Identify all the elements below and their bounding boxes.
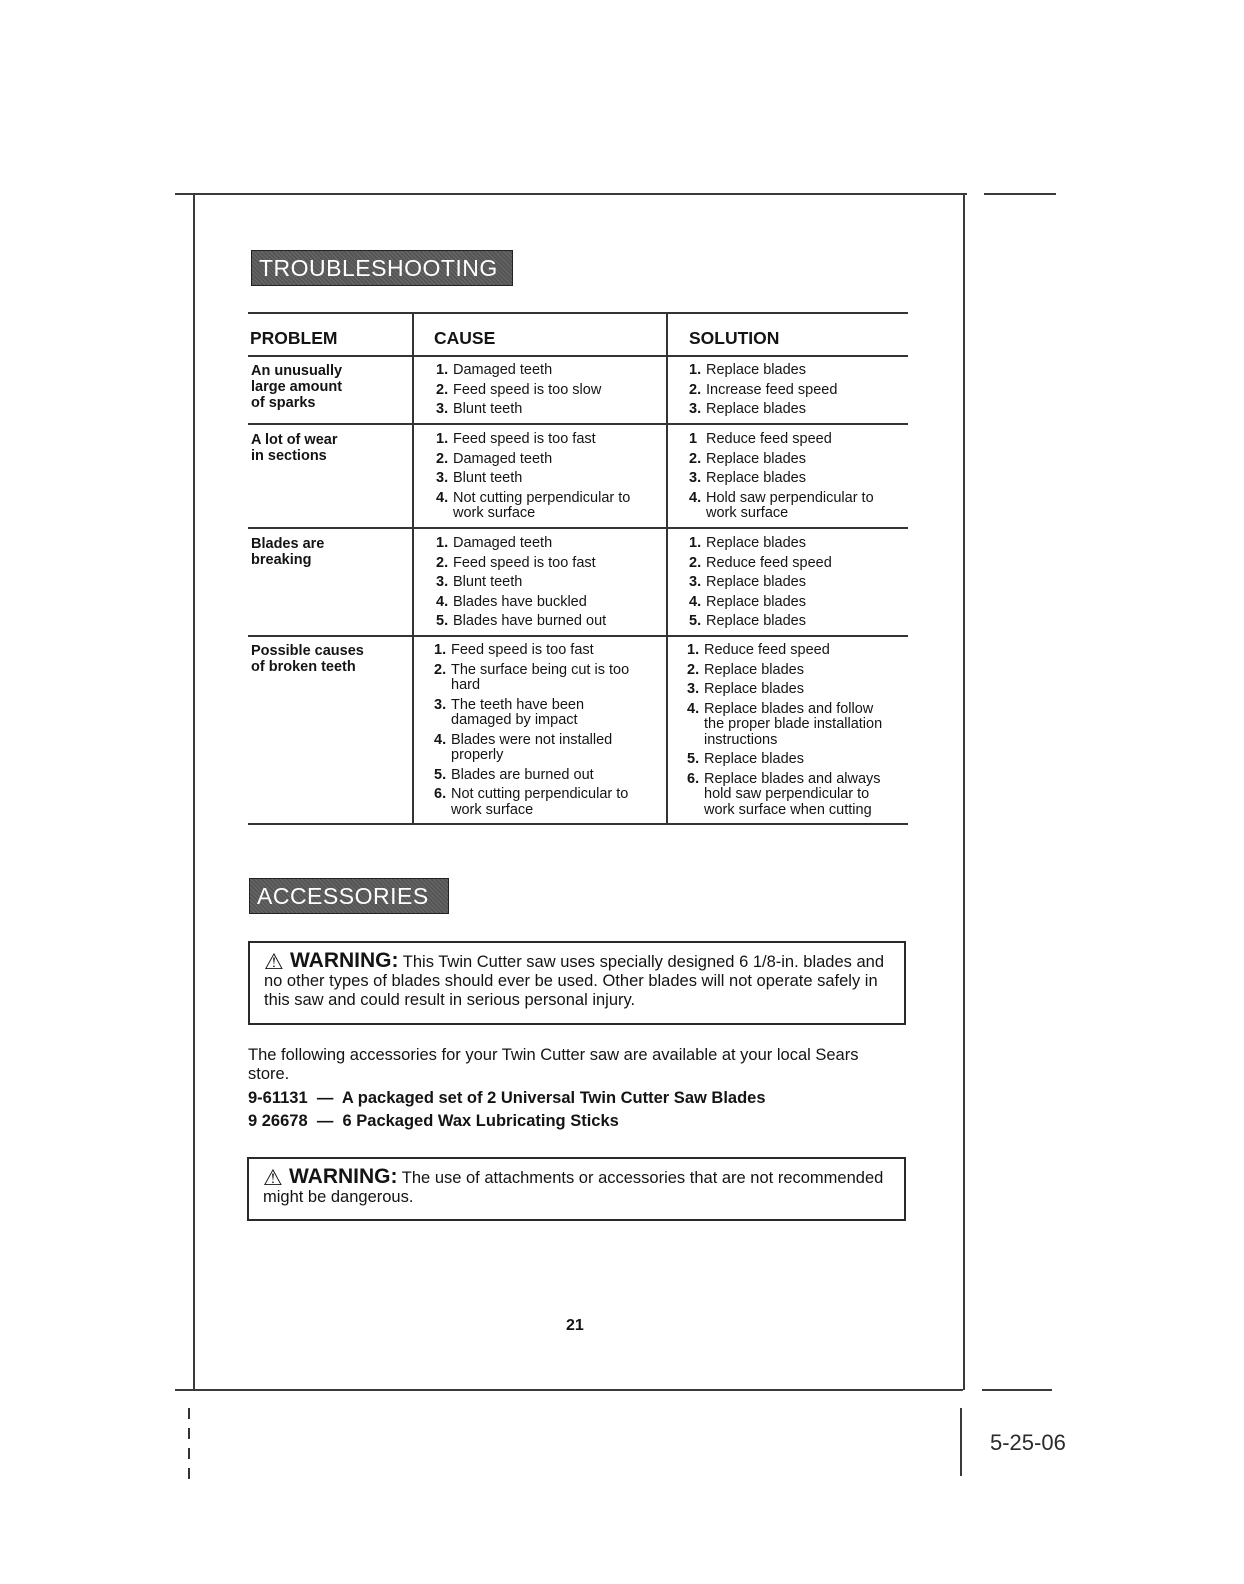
accessory-description: 6 Packaged Wax Lubricating Sticks — [342, 1112, 619, 1130]
list-item: 3. Replace blades — [687, 681, 804, 697]
solution-list — [689, 363, 903, 422]
warning-label: WARNING: — [289, 1165, 398, 1188]
warning-text: The use of attachments or accessories that are not recommended might be dangerous. — [263, 1169, 884, 1206]
column-header-solution: SOLUTION — [689, 328, 780, 348]
row-divider — [248, 527, 908, 529]
list-item: 1. Replace blades — [689, 535, 806, 551]
accessory-description: A packaged set of 2 Universal Twin Cutter Saw Blades — [341, 1089, 766, 1107]
table-header-rule — [248, 355, 908, 357]
list-item: 2. The surface being cut is too hard — [434, 661, 630, 693]
problem-wear: A lot of wear in sections — [251, 432, 338, 464]
list-item: 3. Blunt teeth — [436, 470, 523, 486]
warning-text: This Twin Cutter saw uses specially designed 6 1/8-in. blades and no other types of blades should ever be used. Other blades will not operate safely in this saw and could result in serious personal injury. — [264, 953, 885, 1009]
accessory-item — [248, 1089, 766, 1108]
list-item: 5. Replace blades — [689, 613, 806, 629]
list-item: 3. Replace blades — [689, 470, 806, 486]
part-number: 9-61131 — [248, 1089, 308, 1107]
warning-label: WARNING: — [290, 949, 399, 972]
list-item: 5. Blades are burned out — [434, 766, 594, 783]
list-item: 4. Hold saw perpendicular to work surface — [689, 489, 874, 521]
list-item: 1. Replace blades — [689, 362, 806, 378]
cause-list — [436, 363, 656, 422]
list-item: 5. Replace blades — [687, 751, 804, 767]
warning-box-blades — [248, 941, 906, 1025]
solution-list — [689, 432, 885, 526]
list-item: 1. Damaged teeth — [436, 535, 553, 551]
solution-list — [687, 643, 892, 822]
problem-breaking: Blades are breaking — [251, 536, 325, 568]
warning-triangle-icon: ⚠ — [263, 1165, 283, 1190]
list-item: 2. Feed speed is too fast — [436, 554, 596, 571]
list-item: 3. Replace blades — [689, 401, 806, 417]
list-item: 1. Reduce feed speed — [687, 642, 830, 658]
row-divider — [248, 423, 908, 425]
part-number: 9 26678 — [248, 1112, 308, 1130]
page-frame-left-rule — [193, 193, 195, 1390]
list-item: 1. Damaged teeth — [436, 362, 553, 378]
crop-mark-top-right — [984, 193, 1056, 195]
row-divider — [248, 635, 908, 637]
troubleshooting-table — [248, 312, 908, 826]
column-divider — [412, 312, 414, 824]
accessory-item — [248, 1112, 619, 1131]
solution-list — [689, 536, 903, 634]
table-top-rule — [248, 312, 908, 314]
list-item: 1. Feed speed is too fast — [436, 431, 596, 447]
list-item: 2. Replace blades — [689, 450, 806, 467]
crop-mark-bottom-right — [982, 1389, 1052, 1391]
accessories-intro: The following accessories for your Twin Cutter saw are available at your local Sears store. — [248, 1046, 859, 1083]
page-number: 21 — [566, 1317, 584, 1334]
list-item: 6. Not cutting perpendicular to work surface — [434, 786, 629, 818]
list-item: 4. Replace blades — [689, 593, 806, 610]
page-frame-bottom-rule — [175, 1389, 963, 1391]
page-frame-top-rule — [175, 193, 967, 195]
problem-broken-teeth: Possible causes of broken teeth — [251, 643, 364, 675]
list-item: 3. Blunt teeth — [436, 401, 523, 417]
list-item: 4. Replace blades and follow the proper blade installation instructions — [687, 700, 883, 748]
list-item: 1. Feed speed is too fast — [434, 642, 594, 658]
cause-list — [436, 432, 646, 526]
page-frame-right-rule — [963, 193, 965, 1390]
problem-sparks: An unusually large amount of sparks — [251, 363, 343, 411]
cause-list — [434, 643, 630, 822]
list-item: 3. Replace blades — [689, 574, 806, 590]
table-bottom-rule — [248, 823, 908, 825]
list-item: 2. Feed speed is too slow — [436, 381, 602, 398]
list-item: 2. Replace blades — [687, 661, 804, 678]
warning-box-attachments — [247, 1157, 906, 1221]
cause-list — [436, 536, 656, 634]
list-item: 6. Replace blades and always hold saw perpendicular to work surface when cutting — [687, 770, 881, 818]
list-item: 1 Reduce feed speed — [689, 431, 832, 447]
list-item: 3. The teeth have been damaged by impact — [434, 696, 585, 728]
dash: — — [316, 1112, 334, 1130]
list-item: 3. Blunt teeth — [436, 574, 523, 590]
troubleshooting-heading: TROUBLESHOOTING — [251, 250, 513, 286]
date-stamp: 5-25-06 — [990, 1430, 1066, 1455]
column-divider — [666, 312, 668, 824]
list-item: 5. Blades have burned out — [436, 613, 607, 629]
warning-triangle-icon: ⚠ — [264, 949, 284, 974]
list-item: 2. Increase feed speed — [689, 381, 838, 398]
list-item: 2. Reduce feed speed — [689, 554, 832, 571]
crop-mark-vertical-right — [960, 1408, 962, 1476]
dash: — — [316, 1089, 334, 1107]
list-item: 4. Blades have buckled — [436, 593, 587, 610]
crop-marks-left — [188, 1408, 191, 1478]
list-item: 4. Not cutting perpendicular to work surface — [436, 489, 631, 521]
column-header-problem: PROBLEM — [250, 328, 338, 348]
list-item: 2. Damaged teeth — [436, 450, 553, 467]
accessories-heading: ACCESSORIES — [249, 878, 449, 914]
column-header-cause: CAUSE — [434, 328, 496, 348]
list-item: 4. Blades were not installed properly — [434, 731, 613, 763]
